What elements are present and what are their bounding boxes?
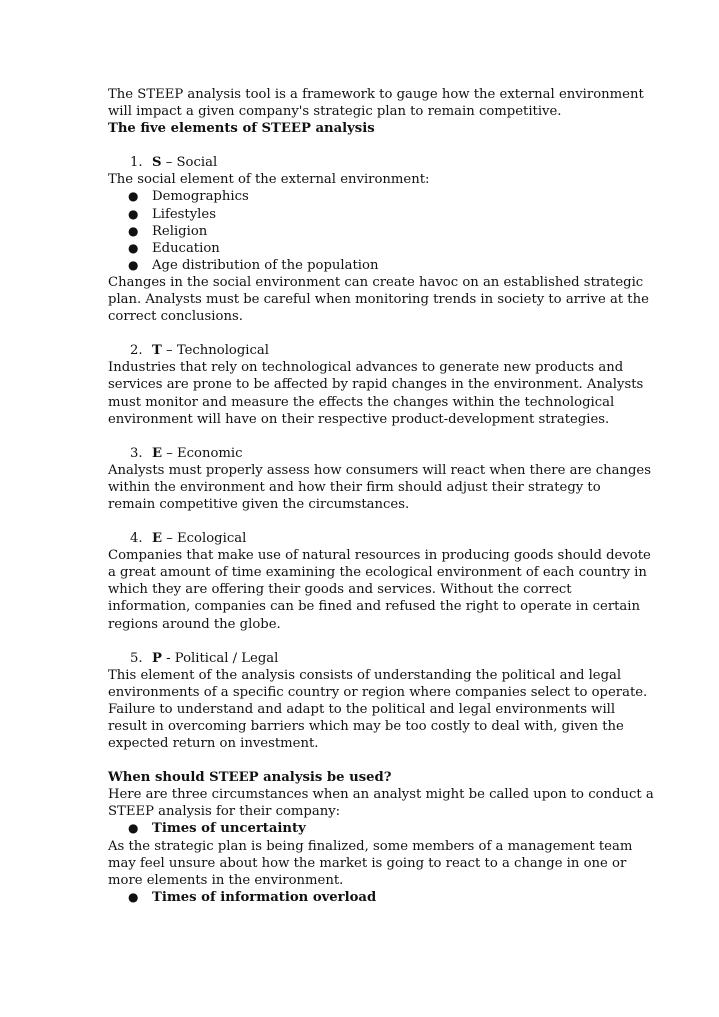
paragraph-line: result in overcoming barriers which may be too costly to deal with, given the xyxy=(108,719,624,734)
paragraph-line: Failure to understand and adapt to the political and legal environments will xyxy=(108,701,616,717)
bullet-icon: ● xyxy=(128,889,139,904)
bullet-title-uncertainty: Times of uncertainty xyxy=(152,821,306,837)
paragraph-line: Industries that rely on technological advances to generate new products and xyxy=(108,360,624,376)
element-letter: P xyxy=(152,650,162,666)
element-separator: - xyxy=(161,650,175,666)
spacer xyxy=(108,325,616,342)
paragraph-line: expected return on investment. xyxy=(108,736,319,752)
element-separator: – xyxy=(162,445,178,461)
list-item xyxy=(108,240,616,257)
paragraph-line: services are prone to be affected by rapid changes in the environment. Analysts xyxy=(108,377,644,393)
element-heading-political xyxy=(108,650,616,667)
paragraph-line: plan. Analysts must be careful when monitoring trends in society to arrive at the xyxy=(108,292,649,308)
element-letter: S xyxy=(152,155,162,171)
paragraph-line: As the strategic plan is being finalized, some members of a management team xyxy=(108,838,633,854)
element-heading-economic xyxy=(108,445,616,462)
element-number: 5. xyxy=(130,650,143,666)
list-item xyxy=(108,889,616,906)
element-name: Technological xyxy=(176,343,269,359)
element-name: Economic xyxy=(177,445,243,461)
bullet-icon: ● xyxy=(128,240,139,255)
list-item xyxy=(108,223,616,240)
element-number: 1. xyxy=(130,155,143,171)
bullet-icon: ● xyxy=(128,189,139,204)
element-separator: – xyxy=(162,531,178,547)
element-letter: E xyxy=(152,531,163,547)
list-item xyxy=(108,257,616,274)
bullet-title-overload: Times of information overload xyxy=(152,889,377,905)
intro-line-1: The STEEP analysis tool is a framework to gauge how the external environment xyxy=(108,87,644,102)
paragraph-line: correct conclusions. xyxy=(108,309,243,325)
element-separator: – xyxy=(161,155,177,171)
paragraph-line: environments of a specific country or region where companies select to operate. xyxy=(108,684,648,700)
element-name: Political / Legal xyxy=(174,650,279,666)
paragraph-line: information, companies can be fined and refused the right to operate in certain xyxy=(108,599,641,615)
element-name: Social xyxy=(176,155,218,171)
paragraph-line: remain competitive given the circumstances. xyxy=(108,496,410,512)
element-name: Ecological xyxy=(177,531,247,547)
paragraph-line: which they are offering their goods and services. Without the correct xyxy=(108,582,572,598)
bullet-icon: ● xyxy=(128,257,139,272)
paragraph-line: STEEP analysis for their company: xyxy=(108,804,341,820)
paragraph-line: regions around the globe. xyxy=(108,616,281,632)
heading-when-used: When should STEEP analysis be used? xyxy=(108,770,392,786)
bullet-icon: ● xyxy=(128,206,139,221)
list-item xyxy=(108,188,616,205)
paragraph-line: may feel unsure about how the market is going to react to a change in one or xyxy=(108,855,627,871)
paragraph-line: Changes in the social environment can create havoc on an established strategic xyxy=(108,274,644,290)
bullet-text: Religion xyxy=(152,223,208,239)
bullet-text: Lifestyles xyxy=(152,206,216,222)
element-heading-social xyxy=(108,154,616,171)
spacer xyxy=(108,137,616,154)
spacer xyxy=(108,513,616,530)
element-number: 3. xyxy=(130,445,143,461)
paragraph-line: Here are three circumstances when an analyst might be called upon to conduct a xyxy=(108,787,654,803)
spacer xyxy=(108,428,616,445)
paragraph-line: must monitor and measure the effects the changes within the technological xyxy=(108,394,615,410)
element-letter: T xyxy=(152,343,162,359)
paragraph-line: within the environment and how their firm should adjust their strategy to xyxy=(108,479,601,495)
document-page xyxy=(108,86,654,906)
bullet-text: Demographics xyxy=(152,189,249,205)
bullet-icon: ● xyxy=(128,223,139,238)
element-number: 2. xyxy=(130,343,143,359)
spacer xyxy=(108,633,616,650)
list-item xyxy=(108,820,616,837)
paragraph-line: Companies that make use of natural resources in producing goods should devote xyxy=(108,548,651,564)
element-number: 4. xyxy=(130,531,143,547)
spacer xyxy=(108,752,616,769)
element-heading-ecological xyxy=(108,530,616,547)
paragraph-line: a great amount of time examining the ecological environment of each country in xyxy=(108,565,647,581)
social-lead: The social element of the external environment: xyxy=(108,172,430,188)
paragraph-line: This element of the analysis consists of understanding the political and legal xyxy=(108,667,622,683)
element-heading-technological xyxy=(108,342,616,359)
intro-line-2: will impact a given company's strategic plan to remain competitive. xyxy=(108,104,562,120)
bullet-text: Age distribution of the population xyxy=(152,257,379,273)
heading-five-elements: The five elements of STEEP analysis xyxy=(108,121,375,137)
bullet-icon: ● xyxy=(128,821,139,836)
element-letter: E xyxy=(152,445,163,461)
element-separator: – xyxy=(161,343,177,359)
list-item xyxy=(108,206,616,223)
bullet-text: Education xyxy=(152,240,220,256)
paragraph-line: environment will have on their respective product-development strategies. xyxy=(108,411,610,427)
paragraph-line: more elements in the environment. xyxy=(108,872,344,888)
paragraph-line: Analysts must properly assess how consumers will react when there are changes xyxy=(108,462,651,478)
